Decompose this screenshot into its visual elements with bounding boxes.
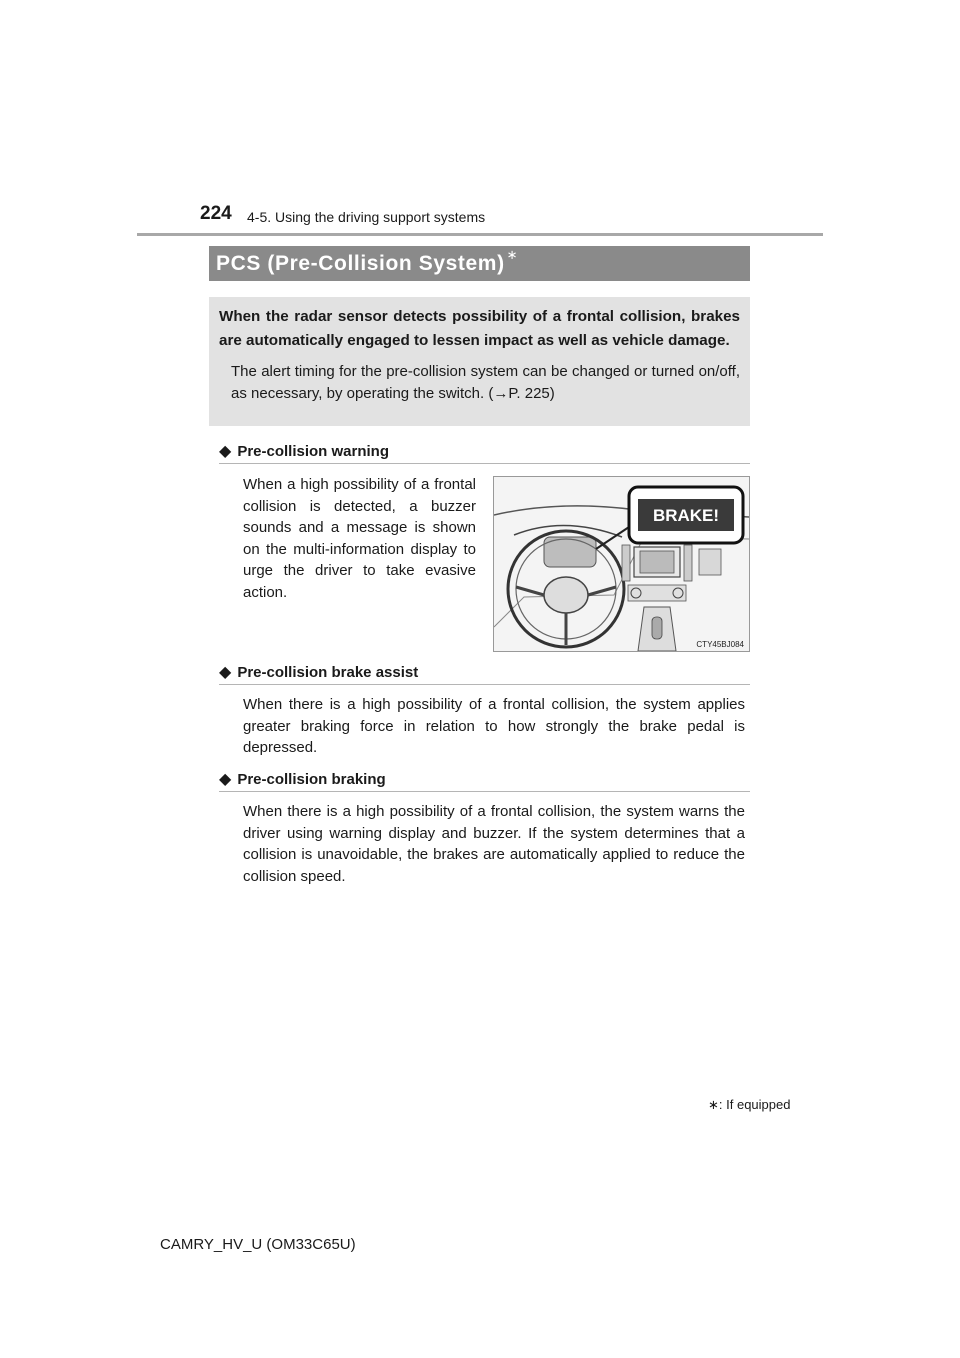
title-bar — [209, 246, 750, 281]
section-body-warning: When a high possibility of a frontal collision is detected, a buzzer sounds and a message is shown on the multi-information display to urge the driver to take evasive action. — [243, 476, 476, 601]
diamond-bullet-icon: ◆ — [219, 771, 232, 788]
intro-box — [209, 297, 750, 426]
page-title: PCS (Pre-Collision System) — [216, 251, 505, 275]
footer-manual-code: CAMRY_HV_U (OM33C65U) — [160, 1236, 356, 1253]
subheading-label: Pre-collision warning — [237, 442, 390, 460]
section-body-braking: When there is a high possibility of a frontal collision, the system warns the driver using warning display and buzzer. If the system determines that a collision is unavoidable, the brakes are automatically applied to reduce the collision speed. — [243, 803, 745, 885]
diamond-bullet-icon: ◆ — [219, 664, 232, 681]
section-body-brake-assist: When there is a high possibility of a frontal collision, the system applies greater braking force in relation to how strongly the brake pedal is depressed. — [243, 696, 745, 757]
subheading-rule — [219, 791, 750, 792]
dashboard-illustration-svg — [494, 477, 749, 651]
header-rule — [137, 233, 823, 236]
intro-note: The alert timing for the pre-collision system can be changed or turned on/off, as necessary, by operating the switch. (→P. 225) — [231, 363, 740, 402]
footnote — [708, 1097, 790, 1113]
subheading-pre-collision-braking — [219, 769, 386, 789]
if-equipped-mark: ∗ — [506, 246, 518, 262]
footnote-mark: ∗ — [708, 1097, 719, 1112]
header-section-title: 4-5. Using the driving support systems — [247, 209, 486, 225]
footnote-text: : If equipped — [718, 1097, 791, 1112]
brake-warning-message: BRAKE! — [652, 506, 720, 525]
intro-summary: When the radar sensor detects possibility of a frontal collision, brakes are automatically engaged to lessen impact as well as vehicle damage. — [219, 308, 740, 349]
subheading-rule — [219, 463, 750, 464]
subheading-label: Pre-collision brake assist — [237, 663, 419, 681]
subheading-label: Pre-collision braking — [237, 770, 386, 788]
page-number: 224 — [200, 203, 232, 224]
dashboard-illustration — [493, 476, 750, 652]
diamond-bullet-icon: ◆ — [219, 443, 232, 460]
subheading-rule — [219, 684, 750, 685]
figure-code: CTY45BJ084 — [696, 640, 744, 649]
subheading-pre-collision-warning — [219, 441, 389, 461]
subheading-pre-collision-brake-assist — [219, 662, 418, 682]
